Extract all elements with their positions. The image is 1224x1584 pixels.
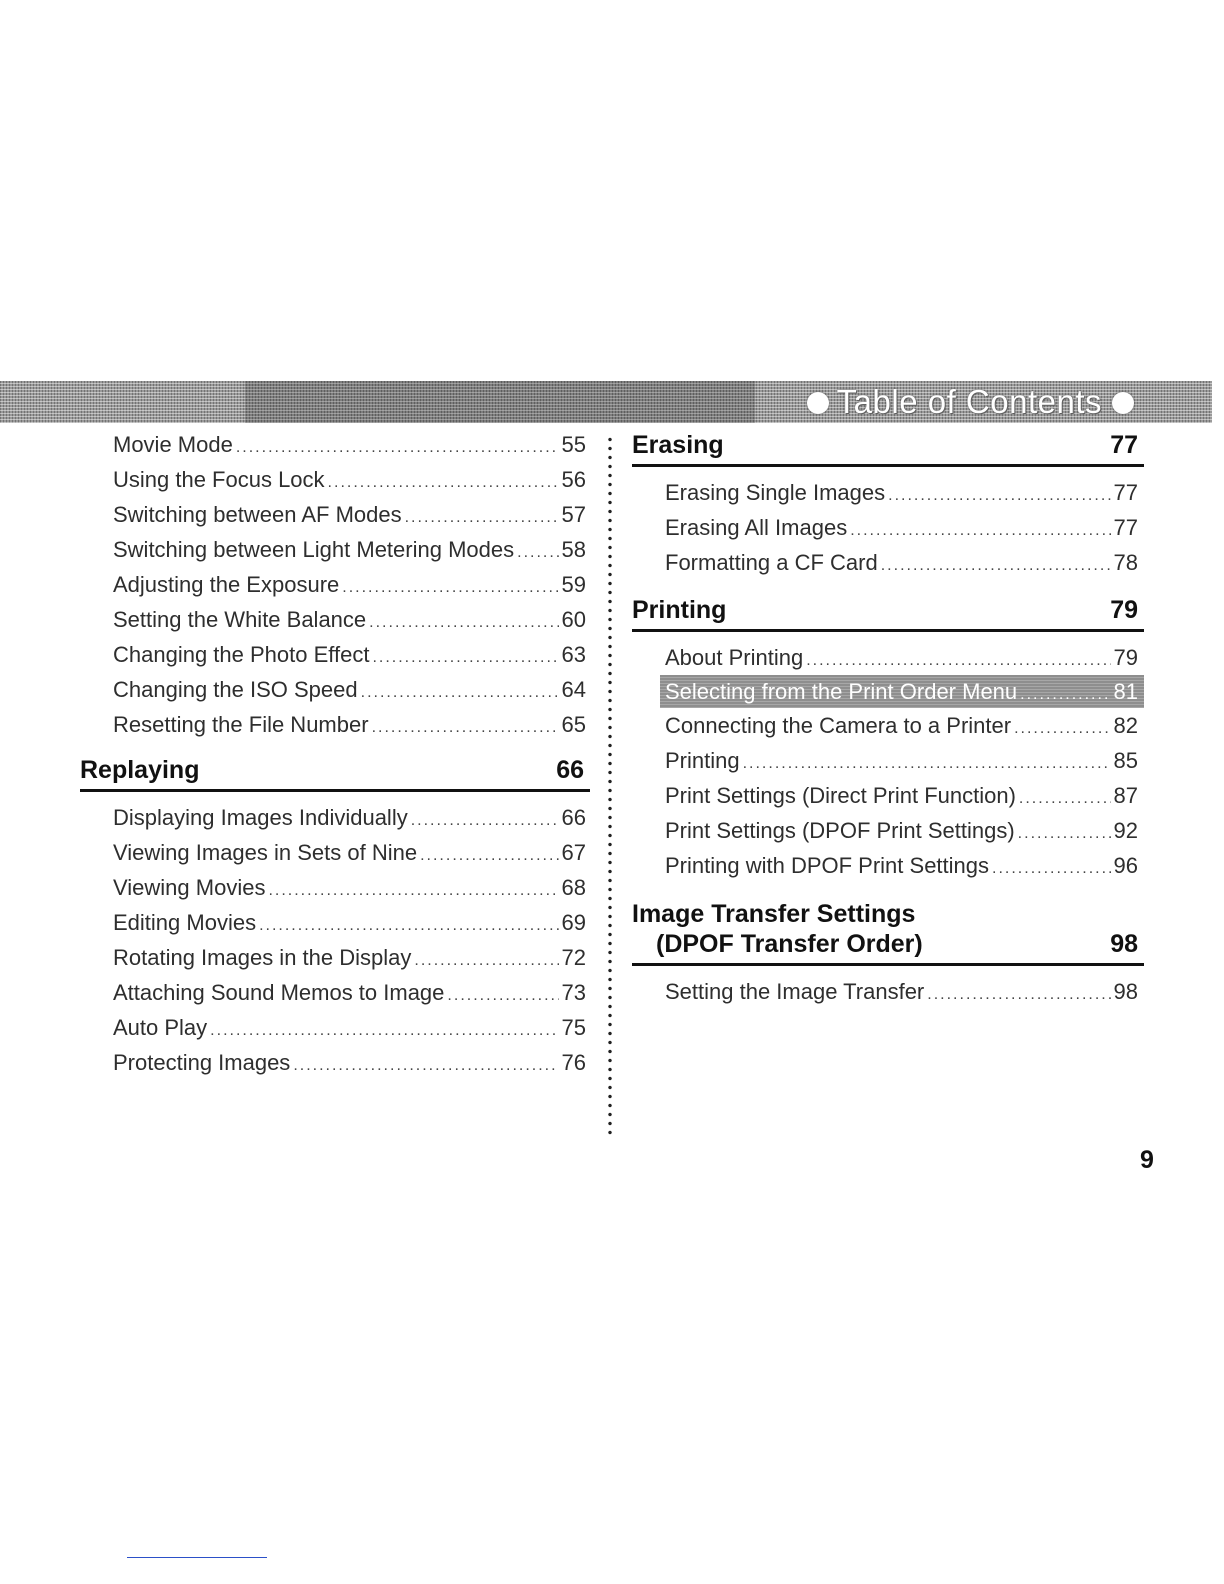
section-title-line2: (DPOF Transfer Order) bbox=[656, 930, 923, 958]
toc-entry-print-order-menu[interactable] bbox=[660, 675, 1144, 708]
section-title: Printing bbox=[632, 596, 727, 624]
toc-entry-erasing-single[interactable] bbox=[632, 475, 1144, 510]
section-heading-replaying[interactable] bbox=[80, 756, 590, 792]
section-title: Erasing bbox=[632, 431, 724, 459]
entry-page: 58 bbox=[561, 537, 586, 562]
entry-title: Protecting Images bbox=[113, 1050, 291, 1075]
section-page: 79 bbox=[1110, 596, 1138, 624]
banner-title-wrap bbox=[807, 384, 1134, 420]
leader-dots bbox=[850, 513, 1110, 548]
toc-entry-iso-speed[interactable] bbox=[80, 672, 590, 707]
toc-entry-photo-effect[interactable] bbox=[80, 637, 590, 672]
toc-entry-connecting-printer[interactable] bbox=[632, 708, 1144, 743]
entry-title: Printing with DPOF Print Settings bbox=[665, 853, 990, 878]
entry-title: Changing the Photo Effect bbox=[113, 642, 370, 667]
entry-title: Formatting a CF Card bbox=[665, 550, 878, 575]
leader-dots bbox=[743, 746, 1111, 781]
toc-entry-white-balance[interactable] bbox=[80, 602, 590, 637]
entry-page: 60 bbox=[561, 607, 586, 632]
toc-entry-about-printing[interactable] bbox=[632, 640, 1144, 675]
entry-title: Selecting from the Print Order Menu bbox=[665, 679, 1018, 704]
entry-page: 73 bbox=[561, 980, 586, 1005]
toc-banner bbox=[0, 381, 1212, 423]
entry-page: 59 bbox=[561, 572, 586, 597]
entry-title: Printing bbox=[665, 748, 740, 773]
entry-page: 64 bbox=[561, 677, 586, 702]
entry-page: 87 bbox=[1113, 783, 1138, 808]
page-number: 9 bbox=[1140, 1146, 1154, 1174]
section-title-line1: Image Transfer Settings bbox=[632, 900, 916, 928]
entry-page: 96 bbox=[1113, 853, 1138, 878]
toc-entry-auto-play[interactable] bbox=[80, 1010, 590, 1045]
entry-title: Erasing All Images bbox=[665, 515, 848, 540]
toc-entry-erasing-all[interactable] bbox=[632, 510, 1144, 545]
toc-entry-display-individually[interactable] bbox=[80, 800, 590, 835]
entry-title: Setting the White Balance bbox=[113, 607, 367, 632]
section-heading-printing[interactable] bbox=[632, 596, 1144, 632]
entry-page: 75 bbox=[561, 1015, 586, 1040]
entry-title: Connecting the Camera to a Printer bbox=[665, 713, 1012, 738]
entry-title: Print Settings (DPOF Print Settings) bbox=[665, 818, 1015, 843]
column-divider bbox=[608, 435, 612, 1135]
leader-dots bbox=[888, 478, 1110, 513]
entry-title: Changing the ISO Speed bbox=[113, 677, 358, 702]
toc-entry-direct-print[interactable] bbox=[632, 778, 1144, 813]
toc-entry-image-transfer[interactable] bbox=[632, 974, 1144, 1009]
entry-page: 82 bbox=[1113, 713, 1138, 738]
leader-dots bbox=[259, 908, 558, 943]
entry-title: Switching between Light Metering Modes bbox=[113, 537, 515, 562]
entry-title: Setting the Image Transfer bbox=[665, 979, 925, 1004]
entry-page: 63 bbox=[561, 642, 586, 667]
entry-title: Movie Mode bbox=[113, 432, 233, 457]
bullet-icon bbox=[807, 392, 829, 414]
entry-title: Rotating Images in the Display bbox=[113, 945, 412, 970]
entry-title: Auto Play bbox=[113, 1015, 208, 1040]
entry-page: 67 bbox=[561, 840, 586, 865]
entry-title: Print Settings (Direct Print Function) bbox=[665, 783, 1016, 808]
leader-dots bbox=[405, 500, 559, 535]
toc-entry-movie-mode[interactable] bbox=[80, 427, 590, 462]
entry-title: Using the Focus Lock bbox=[113, 467, 325, 492]
left-column bbox=[80, 427, 590, 1080]
leader-dots bbox=[411, 803, 559, 838]
entry-page: 81 bbox=[1113, 679, 1138, 704]
toc-entry-printing-with-dpof[interactable] bbox=[632, 848, 1144, 883]
entry-page: 69 bbox=[561, 910, 586, 935]
toc-entry-sets-of-nine[interactable] bbox=[80, 835, 590, 870]
entry-title: Switching between AF Modes bbox=[113, 502, 402, 527]
bullet-icon bbox=[1112, 392, 1134, 414]
section-heading-image-transfer[interactable] bbox=[632, 899, 1144, 966]
toc-entry-formatting-cf[interactable] bbox=[632, 545, 1144, 580]
entry-title: Editing Movies bbox=[113, 910, 257, 935]
entry-title: Displaying Images Individually bbox=[113, 805, 408, 830]
entry-page: 85 bbox=[1113, 748, 1138, 773]
leader-dots bbox=[328, 465, 559, 500]
leader-dots bbox=[210, 1013, 558, 1048]
entry-page: 72 bbox=[561, 945, 586, 970]
toc-entry-exposure[interactable] bbox=[80, 567, 590, 602]
leader-dots bbox=[1014, 711, 1110, 746]
leader-dots bbox=[806, 643, 1110, 678]
entry-page: 56 bbox=[561, 467, 586, 492]
leader-dots bbox=[447, 978, 558, 1013]
entry-page: 55 bbox=[561, 432, 586, 457]
page-title: Table of Contents bbox=[836, 383, 1102, 420]
toc-entry-rotating-images[interactable] bbox=[80, 940, 590, 975]
entry-title: Resetting the File Number bbox=[113, 712, 369, 737]
entry-page: 77 bbox=[1113, 480, 1138, 505]
entry-page: 78 bbox=[1113, 550, 1138, 575]
leader-dots bbox=[881, 548, 1111, 583]
leader-dots bbox=[517, 535, 558, 570]
toc-entry-editing-movies[interactable] bbox=[80, 905, 590, 940]
leader-dots bbox=[342, 570, 558, 605]
leader-dots bbox=[1019, 781, 1111, 816]
leader-dots bbox=[372, 640, 558, 675]
entry-title: Adjusting the Exposure bbox=[113, 572, 340, 597]
leader-dots bbox=[927, 977, 1110, 1012]
entry-page: 79 bbox=[1113, 645, 1138, 670]
leader-dots bbox=[992, 851, 1111, 886]
entry-title: Attaching Sound Memos to Image bbox=[113, 980, 445, 1005]
toc-entry-sound-memos[interactable] bbox=[80, 975, 590, 1010]
footer-rule bbox=[127, 1557, 267, 1558]
toc-entry-file-number[interactable] bbox=[80, 707, 590, 742]
leader-dots bbox=[414, 943, 558, 978]
entry-page: 92 bbox=[1113, 818, 1138, 843]
leader-dots bbox=[420, 838, 558, 873]
banner-shade bbox=[245, 381, 755, 423]
section-heading-erasing[interactable] bbox=[632, 431, 1144, 467]
toc-entry-viewing-movies[interactable] bbox=[80, 870, 590, 905]
toc-entry-protecting-images[interactable] bbox=[80, 1045, 590, 1080]
entry-title: Viewing Movies bbox=[113, 875, 266, 900]
entry-page: 68 bbox=[561, 875, 586, 900]
leader-dots bbox=[369, 605, 558, 640]
right-column bbox=[632, 431, 1144, 1009]
entry-page: 66 bbox=[561, 805, 586, 830]
leader-dots bbox=[236, 430, 559, 465]
toc-entry-dpof-print-settings[interactable] bbox=[632, 813, 1144, 848]
entry-title: Erasing Single Images bbox=[665, 480, 886, 505]
toc-entry-focus-lock[interactable] bbox=[80, 462, 590, 497]
entry-page: 57 bbox=[561, 502, 586, 527]
entry-title: Viewing Images in Sets of Nine bbox=[113, 840, 418, 865]
entry-page: 76 bbox=[561, 1050, 586, 1075]
section-title: Replaying bbox=[80, 756, 200, 784]
entry-title: About Printing bbox=[665, 645, 804, 670]
section-page: 77 bbox=[1110, 431, 1138, 459]
entry-page: 65 bbox=[561, 712, 586, 737]
section-title-row bbox=[632, 929, 1144, 959]
leader-dots bbox=[1018, 816, 1111, 851]
leader-dots bbox=[293, 1048, 558, 1083]
toc-entry-printing[interactable] bbox=[632, 743, 1144, 778]
leader-dots bbox=[268, 873, 558, 908]
toc-entry-af-modes[interactable] bbox=[80, 497, 590, 532]
entry-page: 77 bbox=[1113, 515, 1138, 540]
leader-dots bbox=[1020, 678, 1110, 713]
section-page: 66 bbox=[556, 756, 584, 784]
entry-page: 98 bbox=[1113, 979, 1138, 1004]
section-page: 98 bbox=[1110, 930, 1138, 958]
leader-dots bbox=[361, 675, 559, 710]
leader-dots bbox=[372, 710, 559, 745]
toc-entry-light-metering[interactable] bbox=[80, 532, 590, 567]
